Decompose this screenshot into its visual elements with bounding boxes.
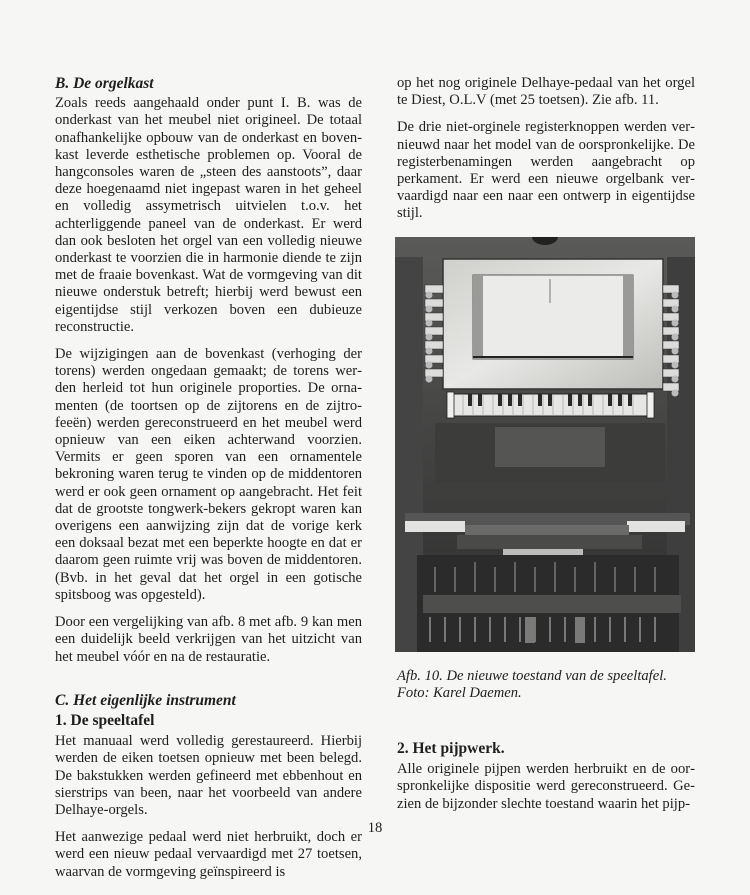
subsection-2	[397, 740, 695, 823]
organ-console-photo	[395, 237, 695, 652]
left-column	[55, 75, 362, 891]
paragraph: Zoals reeds aangehaald onder punt I. B. was de onderkast van het meubel niet origineel. De totaal onafhankelijke opbouw van de onderkast en bovenkast leverde esthetische problemen op. Vooral de hangconsoles waren de „steen des aanstoots”, daar deze hoegenaamd niet ingepast waren in het geheel en volledig assymetrisch uitvielen t.o.v. het achterliggende paneel van de onderkast. Er werd dan ook besloten het orgel van een volledig nieuwe onderkast te voorzien die in harmonie diende te zijn met de fraaie bovenkast. Wat de vormgeving van dit nieuwe onderstuk betreft; hierbij werd bewust een eigentijdse stijl verkozen boven een dubieuze reconstructie.	[55, 95, 362, 335]
organ-console-illustration	[395, 237, 695, 652]
subsection-2-heading: 2. Het pijpwerk.	[397, 740, 505, 757]
paragraph: Alle originele pijpen werden herbruikt en de oorspronkelijke dispositie werd gereconstrueerd. Gezien de bijzonder slechte toestand waarin het pijp-	[397, 761, 695, 812]
section-b-heading: B. De orgelkast	[55, 75, 154, 92]
subsection-1-heading: 1. De speeltafel	[55, 711, 155, 729]
paragraph: De drie niet-orginele registerknoppen werden vernieuwd naar het model van de oorspronkelijke. De registerbenamingen werden aangebracht op perkament. Er werd een nieuwe orgelbank vervaardigd naar een naar een ontwerp in eigentijdse stijl.	[397, 119, 695, 222]
caption-line-1: Afb. 10. De nieuwe toestand van de speeltafel.	[397, 668, 667, 684]
paragraph: Het aanwezige pedaal werd niet herbruikt, doch er werd een nieuw pedaal vervaardigd met 27 toetsen, waarvan de vormgeving geïnspireerd is	[55, 829, 362, 880]
figure-caption	[397, 668, 695, 702]
paragraph: De wijzigingen aan de bovenkast (verhoging der torens) werden ongedaan gemaakt; de torens werden herleid tot hun originele proporties. De ornamenten (de toortsen op de zijtorens en de zijtrofeeën) werden gereconstrueerd en het meubel werd opnieuw van een eiken achterwand voorzien. Vermits er geen sporen van een ornamentele bekroning waren terug te vinden op de middentoren werd er ook geen ornament op aangebracht. Het feit dat de grootste tongwerk-bekers gekropt waren kan overigens een aanwijzing zijn dat de vorige kerk een doksaal bezat met een beperkte hoogte en dat er daarom geen ruimte vrij was boven de middentoren. (Bvb. in het geval dat het orgel in een gotische spitsboog was opgesteld).	[55, 346, 362, 603]
caption-line-2: Foto: Karel Daemen.	[397, 685, 522, 702]
section-c-heading: C. Het eigenlijke instrument	[55, 691, 236, 709]
page-number: 18	[367, 820, 383, 836]
paragraph: Het manuaal werd volledig gerestaureerd. Hierbij werden de eiken toetsen opnieuw met been belegd. De bakstukken werden gefineerd met ebbenhout en sierstrips van been, naar het voorbeeld van andere Delhaye-orgels.	[55, 733, 362, 818]
paragraph: Door een vergelijking van afb. 8 met afb. 9 kan men een duidelijk beeld verkrijgen van het uitzicht van het meubel vóór en na de restauratie.	[55, 614, 362, 665]
right-column	[397, 75, 695, 233]
paragraph: op het nog originele Delhaye-pedaal van het orgel te Diest, O.L.V (met 25 toetsen). Zie afb. 11.	[397, 75, 695, 109]
